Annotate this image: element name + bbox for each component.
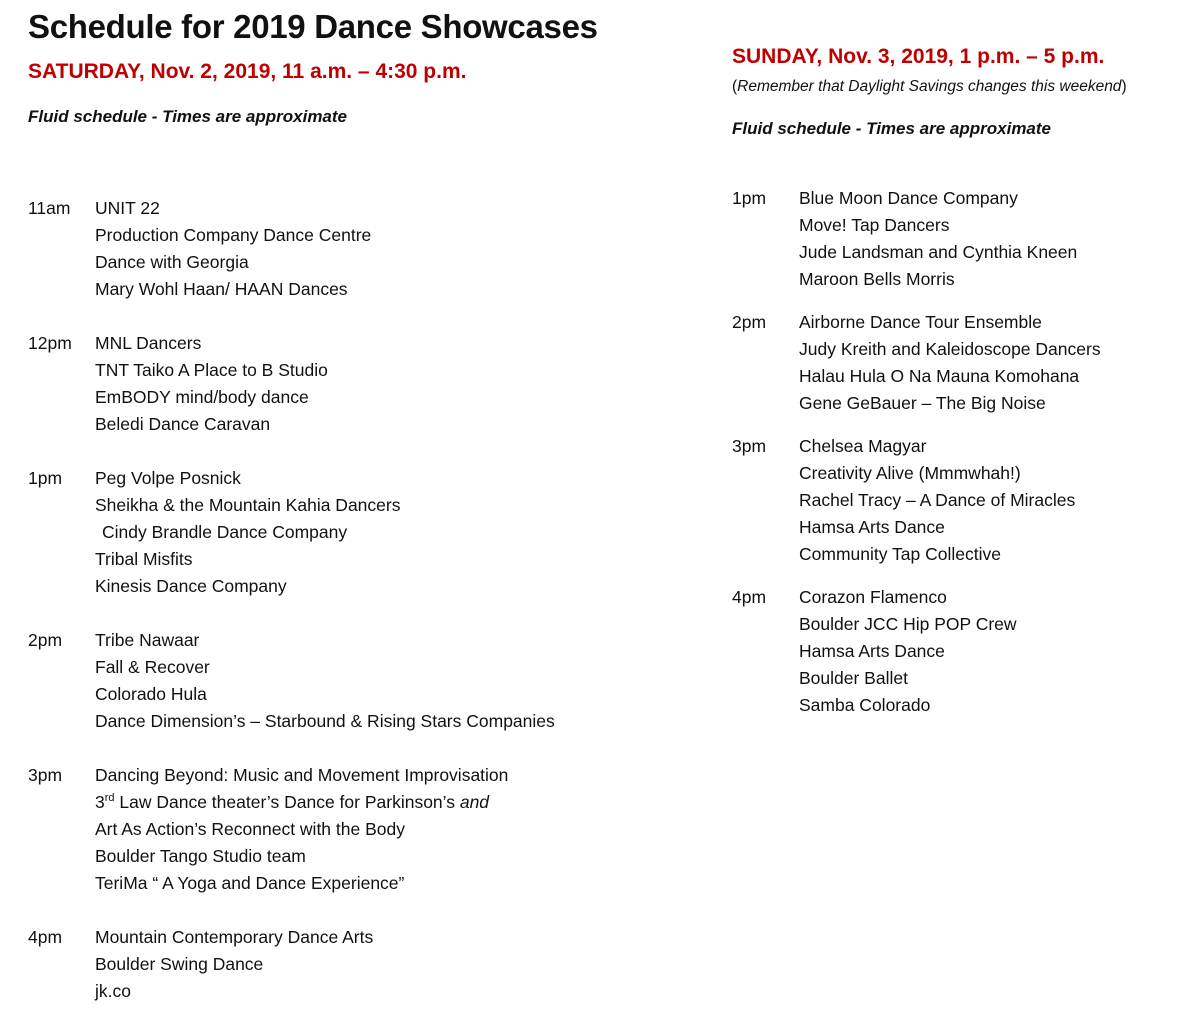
act-name: Samba Colorado xyxy=(799,695,931,715)
act-name: Maroon Bells Morris xyxy=(799,269,955,289)
schedule-slot xyxy=(732,584,1101,719)
act-name: Move! Tap Dancers xyxy=(799,215,950,235)
schedule-slot xyxy=(28,762,555,897)
slot-time: 4pm xyxy=(28,927,63,947)
act-name: Hamsa Arts Dance xyxy=(799,517,945,537)
act-name: Boulder Ballet xyxy=(799,668,908,688)
slot-time: 3pm xyxy=(28,765,63,785)
act-name: Gene GeBauer – The Big Noise xyxy=(799,393,1046,413)
act-name: Cindy Brandle Dance Company xyxy=(102,522,348,542)
act-name: Dance Dimension’s – Starbound & Rising Stars Companies xyxy=(95,711,555,731)
act-name: Beledi Dance Caravan xyxy=(95,414,271,434)
schedule-slot xyxy=(732,185,1101,293)
schedule-slot xyxy=(28,924,555,1005)
act-name: Fall & Recover xyxy=(95,657,210,677)
act-name: Jude Landsman and Cynthia Kneen xyxy=(799,242,1078,262)
act-name: Colorado Hula xyxy=(95,684,207,704)
act-name: Peg Volpe Posnick xyxy=(95,468,241,488)
saturday-schedule xyxy=(28,195,555,1032)
act-name: TNT Taiko A Place to B Studio xyxy=(95,360,328,380)
schedule-slot xyxy=(28,627,555,735)
act-name: UNIT 22 xyxy=(95,198,160,218)
act-name: Mary Wohl Haan/ HAAN Dances xyxy=(95,279,348,299)
page-title: Schedule for 2019 Dance Showcases xyxy=(28,8,598,45)
sunday-schedule xyxy=(732,185,1101,735)
schedule-slot xyxy=(28,330,555,438)
slot-time: 1pm xyxy=(28,468,63,488)
saturday-fluid-note: Fluid schedule - Times are approximate xyxy=(28,107,348,126)
schedule-slot xyxy=(28,465,555,600)
act-name: Airborne Dance Tour Ensemble xyxy=(799,312,1042,332)
act-name: Rachel Tracy – A Dance of Miracles xyxy=(799,490,1076,510)
act-name: Hamsa Arts Dance xyxy=(799,641,945,661)
act-name: Creativity Alive (Mmmwhah!) xyxy=(799,463,1021,483)
act-name: MNL Dancers xyxy=(95,333,202,353)
act-name: EmBODY mind/body dance xyxy=(95,387,309,407)
act-name: Boulder Swing Dance xyxy=(95,954,264,974)
act-name: Tribe Nawaar xyxy=(95,630,200,650)
act-name: Halau Hula O Na Mauna Komohana xyxy=(799,366,1080,386)
slot-time: 1pm xyxy=(732,188,767,208)
slot-time: 2pm xyxy=(732,312,767,332)
act-name: TeriMa “ A Yoga and Dance Experience” xyxy=(95,873,405,893)
slot-time: 4pm xyxy=(732,587,767,607)
act-name: Boulder JCC Hip POP Crew xyxy=(799,614,1017,634)
act-name: Chelsea Magyar xyxy=(799,436,927,456)
act-name: Judy Kreith and Kaleidoscope Dancers xyxy=(799,339,1101,359)
sunday-heading: SUNDAY, Nov. 3, 2019, 1 p.m. – 5 p.m. xyxy=(732,45,1105,68)
schedule-slot xyxy=(732,309,1101,417)
slot-time: 11am xyxy=(28,198,71,218)
act-name-third-law: 3rd Law Dance theater’s Dance for Parkinson’s and xyxy=(95,792,490,812)
act-name: Community Tap Collective xyxy=(799,544,1001,564)
act-name: jk.co xyxy=(95,981,131,1001)
act-name: Sheikha & the Mountain Kahia Dancers xyxy=(95,495,401,515)
saturday-heading: SATURDAY, Nov. 2, 2019, 11 a.m. – 4:30 p.m. xyxy=(28,60,467,83)
slot-time: 2pm xyxy=(28,630,63,650)
act-name: Production Company Dance Centre xyxy=(95,225,372,245)
slot-time: 12pm xyxy=(28,333,72,353)
act-name: Mountain Contemporary Dance Arts xyxy=(95,927,374,947)
act-name: Corazon Flamenco xyxy=(799,587,947,607)
act-name: Art As Action’s Reconnect with the Body xyxy=(95,819,405,839)
sunday-daylight-note: (Remember that Daylight Savings changes this weekend) xyxy=(732,78,1127,95)
act-name: Tribal Misfits xyxy=(95,549,193,569)
act-name: Kinesis Dance Company xyxy=(95,576,287,596)
schedule-slot xyxy=(732,433,1101,568)
act-name: Blue Moon Dance Company xyxy=(799,188,1018,208)
schedule-slot xyxy=(28,195,555,303)
act-name: Boulder Tango Studio team xyxy=(95,846,306,866)
sunday-fluid-note: Fluid schedule - Times are approximate xyxy=(732,119,1052,138)
slot-time: 3pm xyxy=(732,436,767,456)
act-name: Dance with Georgia xyxy=(95,252,249,272)
act-name: Dancing Beyond: Music and Movement Improvisation xyxy=(95,765,509,785)
